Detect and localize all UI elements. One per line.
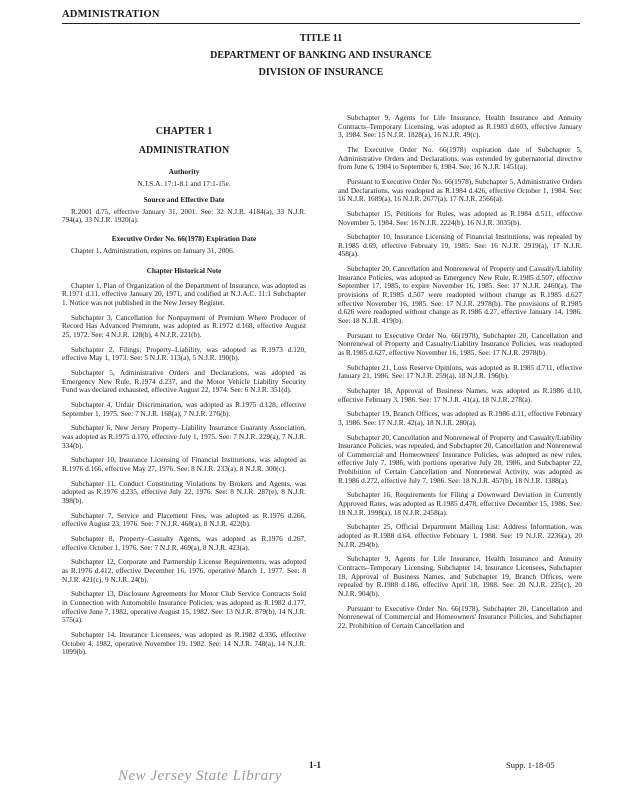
chapter-number: CHAPTER 1: [155, 126, 213, 137]
history-paragraph: Subchapter 9, Agents for Life Insurance, Health Insurance and Annuity Contracts–Temporary Licensing, Subchapter 14, Insurance Licensees, Subchapter 18, Approval of Business Names, and Subchapter 19, Branch Offices, were repealed by R.1988 d.186, effective April 18, 1988. See: 20 N.J.R. 225(c), 20 N.J.R. 904(b).: [338, 554, 582, 598]
history-paragraph: Subchapter 15, Petitions for Rules, was adopted as R.1984 d.511, effective November 5, 1984. See: 16 N.J.R. 2224(b), 16 N.J.R. 3035(b).: [338, 208, 582, 227]
history-paragraph: Pursuant to Executive Order No. 66(1978), Subchapter 20, Cancellation and Nonrenewal of Commercial and Homeowners' Insurance Policies, and Subchapter 22, Prohibition of Certain Cancellation and: [338, 603, 582, 630]
supplement-date: Supp. 1-18-05: [506, 760, 555, 770]
expiration-heading: Executive Order No. 66(1978) Expiration Date: [111, 233, 257, 243]
source-text: R.2001 d.75, effective January 31, 2001. See: 32 N.J.R. 4184(a), 33 N.J.R. 794(a), 33 N.J.R. 1920(a).: [62, 206, 306, 225]
history-paragraph: Subchapter 20, Cancellation and Nonrenewal of Property and Casualty/Liability Insurance Policies, was repealed, and Subchapter 20, Cancellation and Nonrenewal of Commercial and Homeowners' Insurance Policies, was adopted as new rules, effective July 7, 1986, with portions operative July 28, 1986, and Subchapter 22, Prohibition of Certain Cancellation and Nonrenewal Activity, was adopted as R.1986 d.272, effective July 7, 1986. See: 18 N.J.R. 457(b), 18 N.J.R. 1388(a).: [338, 432, 582, 485]
page-number: 1-1: [309, 760, 321, 770]
history-paragraph: Subchapter 18, Approval of Business Names, was adopted as R.1986 d.10, effective February 3, 1986. See: 17 N.J.R. 41(a), 18 N.J.R. 278(a).: [338, 385, 582, 404]
expiration-text: Chapter 1, Administration, expires on January 31, 2006.: [71, 245, 235, 255]
history-paragraph: Subchapter 16, Requirements for Filing a Downward Deviation in Currently Approved Rates, was adopted as R.1985 d.478, effective December 15, 1986. See: 18 N.J.R. 1998(a), 18 N.J.R. 2458(a).: [338, 490, 582, 517]
history-paragraph: Subchapter 12, Corporate and Partnership License Requirements, was adopted as R.1976 d.412, effective December 16, 1976, operative March 1, 1977. See: 8 N.J.R. 421(c), 9 N.J.R. 24(b).: [62, 557, 306, 584]
history-paragraph: Subchapter 14, Insurance Licensees, was adopted as R.1982 d.336, effective October 4, 1982, operative November 19, 1982. See: 14 N.J.R. 748(a), 14 N.J.R. 1099(b).: [62, 630, 306, 657]
left-column: [62, 114, 306, 663]
title-block: [62, 30, 580, 81]
right-column: [338, 114, 582, 637]
history-paragraph: Subchapter 20, Cancellation and Nonrenewal of Property and Casualty/Liability Insurance Policies, was adopted as Emergency New Rule, R.1985 d.507, effective September 17, 1985, to expire November 16, 1985. See: 17 N.J.R. 2460(a). The provisions of R.1985 d.507 were readopted without change as R.1985 d.627 effective November 16, 1985. See: 17 N.J.R. 2978(b). The provisions of R.1985 d.626 were readopted without change as R.1986 d.27, effective January 14, 1986. See: 18 N.J.R. 419(b).: [338, 264, 582, 325]
history-heading: Chapter Historical Note: [146, 266, 222, 276]
history-paragraph: Pursuant to Executive Order No. 66(1978), Subchapter 20, Cancellation and Nonrenewal of Property and Casualty/Liability Insurance Policies, was readopted as R.1985 d.627, effective November 16, 1985. See: 17 N.J.R. 2978(b).: [338, 330, 582, 357]
history-paragraph: Subchapter 4, Unfair Discrimination, was adopted as R.1975 d.128, effective September 1, 1975. See: 7 N.J.R. 168(a), 7 N.J.R. 276(b).: [62, 400, 306, 418]
history-paragraph: Subchapter 10, Insurance Licensing of Financial Institutions, was adopted as R.1976 d.166, effective May 27, 1976. See: 8 N.J.R. 233(a), 8 N.J.R. 300(c).: [62, 455, 306, 473]
library-stamp: New Jersey State Library: [118, 768, 283, 784]
history-paragraph: Subchapter 8, Property–Casualty Agents, was adopted as R.1976 d.267, effective October 1, 1976. See: 7 N.J.R. 469(a), 8 N.J.R. 423(a).: [62, 534, 306, 552]
history-paragraph: Subchapter 2, Filings; Property–Liability, was adopted as R.1973 d.120, effective May 1, 1973. See: 5 N.J.R. 113(a), 5 N.J.R. 190(b).: [62, 344, 306, 363]
history-paragraph: Subchapter 11, Conduct Constituting Violations by Brokers and Agents, was adopted as R.1976 d.235, effective July 22, 1976. See: 8 N.J.R. 287(e), 8 N.J.R. 398(b).: [62, 478, 306, 505]
history-paragraph: Subchapter 6, New Jersey Property–Liability Insurance Guaranty Association, was adopted as R.1975 d.170, effective July 1, 1975. See: 7 N.J.R. 229(a), 7 N.J.R. 334(b).: [62, 423, 306, 450]
left-history-notes: [62, 282, 306, 657]
right-history-notes: [338, 114, 582, 630]
history-paragraph: Subchapter 10, Insurance Licensing of Financial Institutions, was repealed by R.1985 d.69, effective February 19, 1985. See: 16 N.J.R. 2919(a), 17 N.J.R. 458(a).: [338, 232, 582, 259]
authority-heading: Authority: [168, 167, 200, 176]
history-paragraph: Subchapter 7, Service and Placement Fees, was adopted as R.1976 d.266, effective August 23, 1976. See: 7 N.J.R. 468(a), 8 N.J.R. 422(b).: [62, 510, 306, 529]
history-paragraph: Subchapter 19, Branch Offices, was adopted as R.1986 d.11, effective February 3, 1986. See: 17 N.J.R. 42(a), 18 N.J.R. 280(a).: [338, 409, 582, 427]
history-paragraph: Chapter 1, Plan of Organization of the Department of Insurance, was adopted as R.1971 d.11, effective January 20, 1971, and codified at N.J.A.C. 11:1 Subchapter 1. Notice was not published in the New Jersey Register.: [62, 280, 306, 307]
history-paragraph: Subchapter 21, Loss Reserve Opinions, was adopted as R.1985 d.711, effective January 21, 1986. See: 17 N.J.R. 259(a), 18 N.J.R. 196(b).: [338, 362, 582, 381]
history-paragraph: Pursuant to Executive Order No. 66(1978), Subchapter 5, Administrative Orders and Declarations, was readopted as R.1984 d.426, effective October 1, 1984. See: 16 N.J.R. 1689(a), 16 N.J.R. 2677(a), 17 N.J.R. 2566(a).: [338, 176, 582, 204]
history-paragraph: Subchapter 5, Administrative Orders and Declarations, was adopted as Emergency New Rule, R.1974 d.237, and the Motor Vehicle Liability Security Fund was declared exhausted, effective August 22, 1974. See: 6 N.J.R. 351(d).: [62, 368, 306, 395]
title-number: TITLE 11: [299, 33, 343, 44]
source-heading: Source and Effective Date: [143, 195, 225, 205]
department-title: DEPARTMENT OF BANKING AND INSURANCE: [210, 50, 432, 61]
authority-text: N.J.S.A. 17:1-8.1 and 17:1-15e.: [137, 178, 231, 188]
history-paragraph: Subchapter 3, Cancellation for Nonpayment of Premium Where Producer of Record Has Advanced Premium, was adopted as R.1972 d.168, effective August 25, 1972. See: 4 N.J.R. 128(b), 4 N.J.R. 221(b).: [62, 312, 306, 339]
history-paragraph: Subchapter 9, Agents for Life Insurance, Health Insurance and Annuity Contracts–Temporary Licensing, was adopted as R.1983 d.603, effective January 3, 1984. See: 15 N.J.R. 1828(a), 16 N.J.R. 49(c).: [338, 113, 582, 140]
history-paragraph: Subchapter 13, Disclosure Agreements for Motor Club Service Contracts Sold in Connection with Automobile Insurance Policies, was adopted as R.1982 d.177, effective June 7, 1982, operative August 15, 1982. See: 13 N.J.R. 879(b), 14 N.J.R. 575(a).: [62, 589, 306, 625]
header-rule: [62, 23, 580, 24]
chapter-name: ADMINISTRATION: [138, 145, 230, 156]
history-paragraph: The Executive Order No. 66(1978) expiration date of Subchapter 5, Administrative Orders and Declarations, was extended by gubernatorial directive from June 6, 1984 to September 6, 1984. See: 16 N.J.R. 1451(a).: [338, 144, 582, 172]
division-title: DIVISION OF INSURANCE: [258, 67, 384, 78]
running-head: ADMINISTRATION: [62, 9, 160, 20]
history-paragraph: Subchapter 25, Official Department Mailing List: Address Information, was adopted as R.1988 d.64, effective February 1, 1988. See: 19 N.J.R. 2236(a), 20 N.J.R. 294(b).: [338, 522, 582, 549]
